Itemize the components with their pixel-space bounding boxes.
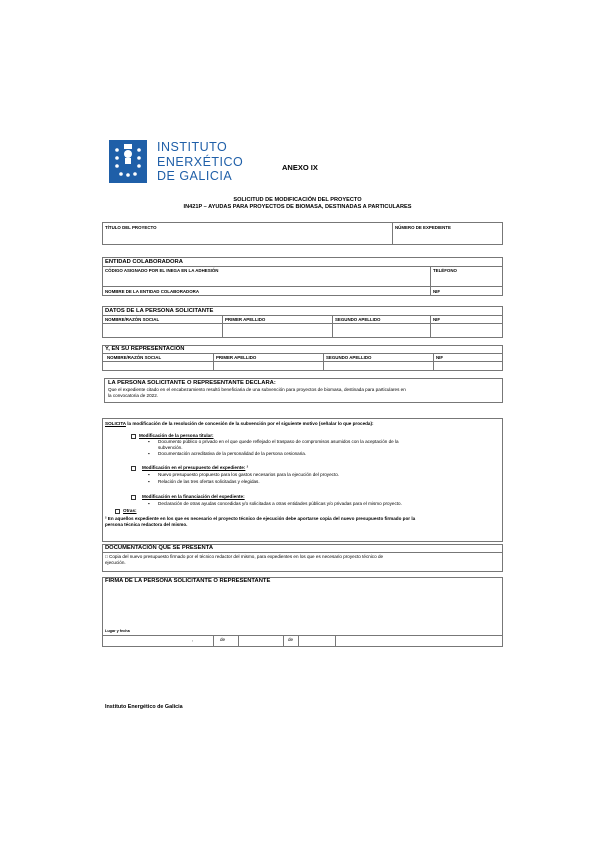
applicant-surname1-label: PRIMER APELLIDO	[225, 317, 266, 322]
checkbox-budget-change[interactable]	[131, 466, 136, 471]
representative-surname1-label: PRIMER APELLIDO	[216, 355, 257, 360]
applicant-surname2-label: SEGUNDO APELLIDO	[335, 317, 381, 322]
representative-name-field[interactable]	[104, 362, 211, 370]
bullet-icon: ▪	[148, 501, 150, 506]
option-budget-change-text: Modificación en el presupuesto del expediente:	[142, 465, 246, 470]
footer-institution: Instituto Energético de Galicia	[105, 704, 183, 710]
option-budget-footnote-mark: ²	[245, 465, 249, 470]
logo-line-3: DE GALICIA	[157, 169, 233, 183]
signature-area[interactable]	[104, 586, 501, 626]
request-intro-rest: la modificación de la resolución de concesión de la subvención por el siguiente motivo (señalar lo que proceda):	[125, 421, 374, 426]
request-intro	[105, 421, 374, 427]
documentation-line-2: ejecución.	[105, 560, 126, 565]
logo-emblem	[109, 140, 147, 183]
entity-phone-label: TELÉFONO	[433, 268, 457, 273]
entity-phone-field[interactable]	[432, 274, 501, 284]
documentation-line-1: □ Copia del nuevo presupuesto firmado por el técnico redactor del mismo, para expedientes en los que es necesario proyecto técnico de	[105, 554, 384, 559]
signature-title: FIRMA DE LA PERSONA SOLICITANTE O REPRESENTANTE	[105, 578, 271, 584]
date-de-1: de	[220, 637, 226, 642]
month-field[interactable]	[240, 637, 282, 646]
entity-name-label: NOMBRE DE LA ENTIDAD COLABORADORA	[105, 289, 199, 294]
declaration-line-2: la convocatoria de 2022.	[108, 393, 159, 398]
documentation-title: DOCUMENTACIÓN QUE SE PRESENTA	[105, 545, 214, 551]
declaration-line-1: Que el expediente citado en el encabezamiento resultó beneficiaria de una subvención para proyectos de biomasa, destinada para particulares en	[108, 387, 406, 392]
option-holder-doc-1: Documento público o privado en el que quede reflejado el traspaso de compromisos asumidos con la aceptación de la	[158, 439, 399, 444]
annex-label: ANEXO IX	[282, 163, 318, 172]
document-subtitle: IN421P – AYUDAS PARA PROYECTOS DE BIOMASA, DESTINADAS A PARTICULARES	[183, 204, 412, 210]
project-title-label: TÍTULO DEL PROYECTO	[105, 225, 157, 230]
option-other-title: Otras:	[123, 508, 137, 513]
bullet-icon: ▪	[148, 472, 150, 477]
representative-surname1-field[interactable]	[215, 362, 321, 370]
applicant-name-label: NOMBRE/RAZÓN SOCIAL	[105, 317, 160, 322]
place-field[interactable]	[104, 637, 190, 646]
option-budget-change-title	[142, 465, 248, 471]
representative-nif-field[interactable]	[435, 362, 501, 370]
request-intro-verb: SOLICITA	[105, 421, 126, 426]
option-holder-doc-2: Documentación acreditativa de la personalidad de la persona cesionaria.	[158, 451, 307, 456]
entity-code-label: CÓDIGO ASIGNADO POR EL INEGA EN LA ADHESIÓN	[105, 268, 219, 273]
date-de-2: de	[288, 637, 294, 642]
bullet-icon: ▪	[148, 451, 150, 456]
applicant-nif-label: NIF	[433, 317, 441, 322]
option-financing-doc-1: Declaración de otras ayudas concedidas y/o solicitadas a otras entidades públicas y/o privadas para el mismo proyecto.	[158, 501, 402, 506]
option-financing-change-title: Modificación en la financiación del expediente:	[142, 494, 245, 499]
year-field[interactable]	[300, 637, 334, 646]
checkbox-financing-change[interactable]	[131, 495, 136, 500]
logo-line-1: INSTITUTO	[157, 140, 228, 154]
footnote-line-1: ² En aquellos expediente en los que es necesario el proyecto técnico de ejecución debe aportarse copia del nuevo presupuesto firmado por la	[105, 516, 416, 521]
applicant-section-title: DATOS DE LA PERSONA SOLICITANTE	[105, 308, 214, 314]
entity-nif-label: NIF	[433, 289, 441, 294]
applicant-surname1-field[interactable]	[224, 325, 330, 337]
entity-section-title: ENTIDAD COLABORADORA	[105, 259, 183, 265]
day-field[interactable]	[199, 637, 212, 646]
place-date-comma: ,	[192, 637, 194, 642]
bullet-icon: ▪	[148, 439, 150, 444]
representative-nif-label: NIF	[436, 355, 444, 360]
option-budget-doc-2: Relación de las tres ofertas solicitadas y elegidas.	[158, 479, 260, 484]
entity-code-field[interactable]	[104, 274, 428, 284]
option-holder-doc-1-cont: subvención.	[158, 445, 183, 450]
declaration-title: LA PERSONA SOLICITANTE O REPRESENTANTE DECLARA:	[108, 380, 276, 386]
checkbox-holder-change[interactable]	[131, 434, 136, 439]
footnote-line-2: persona técnica redactora del mismo.	[105, 522, 188, 527]
project-title-field[interactable]	[104, 231, 390, 243]
option-holder-change-title: Modificación de la persona titular:	[139, 433, 214, 438]
option-budget-doc-1: Nuevo presupuesto propuesto para los gastos necesarios para la ejecución del proyecto.	[158, 472, 340, 477]
representative-surname2-field[interactable]	[325, 362, 431, 370]
representative-name-label: NOMBRE/RAZÓN SOCIAL	[107, 355, 162, 360]
bullet-icon: ▪	[148, 479, 150, 484]
expedient-number-label: NÚMERO DE EXPEDIENTE	[395, 225, 451, 230]
applicant-nif-field[interactable]	[432, 325, 501, 337]
document-title: SOLICITUD DE MODIFICACIÓN DEL PROYECTO	[233, 197, 362, 203]
representative-section-title: Y, EN SU REPRESENTACIÓN	[105, 346, 185, 352]
expedient-number-field[interactable]	[394, 231, 501, 243]
place-date-label: Lugar y fecha	[105, 629, 130, 633]
applicant-name-field[interactable]	[104, 325, 220, 337]
representative-surname2-label: SEGUNDO APELLIDO	[326, 355, 372, 360]
logo-line-2: ENERXÉTICO	[157, 154, 244, 169]
logo-wordmark	[157, 140, 267, 184]
checkbox-other[interactable]	[115, 509, 120, 514]
applicant-surname2-field[interactable]	[334, 325, 428, 337]
galicia-emblem-icon	[109, 140, 147, 183]
